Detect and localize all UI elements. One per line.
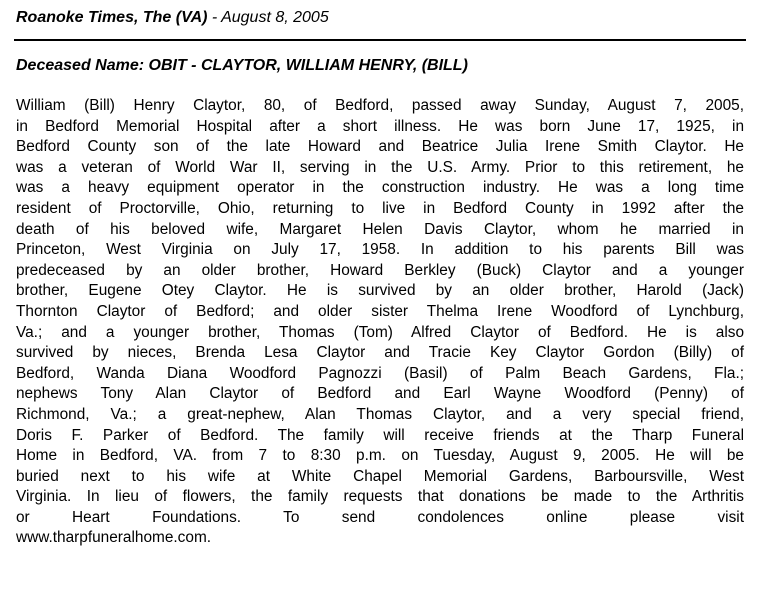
obituary-line: Virginia. In lieu of flowers, the family requests that donations be made to the Arthritis	[16, 488, 744, 506]
header-separator: -	[207, 9, 222, 26]
obituary-line: nephews Tony Alan Claytor of Bedford and Earl Wayne Woodford (Penny) of	[16, 385, 744, 403]
obituary-line: brother, Eugene Otey Claytor. He is survived by an older brother, Harold (Jack)	[16, 282, 744, 300]
obituary-line: Richmond, Va.; a great-nephew, Alan Thomas Claytor, and a very special friend,	[16, 405, 744, 423]
obituary-line: Doris F. Parker of Bedford. The family will receive friends at the Tharp Funeral	[16, 426, 744, 444]
obituary-line: Bedford, Wanda Diana Woodford Pagnozzi (Basil) of Palm Beach Gardens, Fla.;	[16, 364, 744, 382]
obituary-line: in Bedford Memorial Hospital after a short illness. He was born June 17, 1925, in	[16, 117, 744, 135]
publication-date: August 8, 2005	[221, 9, 329, 26]
deceased-name: Deceased Name: OBIT - CLAYTOR, WILLIAM HENRY, (BILL)	[16, 57, 468, 74]
obituary-line: or Heart Foundations. To send condolences online please visit	[16, 508, 744, 526]
obituary-line: Princeton, West Virginia on July 17, 1958. In addition to his parents Bill was	[16, 241, 744, 259]
obituary-body	[16, 96, 744, 549]
publication-header	[16, 8, 329, 28]
obituary-line-website: www.tharpfuneralhome.com.	[16, 529, 212, 547]
obituary-line: death of his beloved wife, Margaret Helen Davis Claytor, whom he married in	[16, 220, 744, 238]
publication-source: Roanoke Times, The (VA)	[16, 9, 208, 26]
document-page	[14, 0, 746, 602]
obituary-line: was a heavy equipment operator in the construction industry. He was a long time	[16, 179, 744, 197]
obituary-line: Thornton Claytor of Bedford; and older sister Thelma Irene Woodford of Lynchburg,	[16, 302, 744, 320]
obituary-line: survived by nieces, Brenda Lesa Claytor and Tracie Key Claytor Gordon (Billy) of	[16, 344, 744, 362]
obituary-line: resident of Proctorville, Ohio, returning to live in Bedford County in 1992 after the	[16, 199, 744, 217]
header-divider	[14, 39, 746, 41]
obituary-line: predeceased by an older brother, Howard Berkley (Buck) Claytor and a younger	[16, 261, 744, 279]
obituary-line: Va.; and a younger brother, Thomas (Tom) Alfred Claytor of Bedford. He is also	[16, 323, 744, 341]
obituary-line: Bedford County son of the late Howard and Beatrice Julia Irene Smith Claytor. He	[16, 138, 744, 156]
obituary-line: Home in Bedford, VA. from 7 to 8:30 p.m. on Tuesday, August 9, 2005. He will be	[16, 447, 744, 465]
obituary-line: William (Bill) Henry Claytor, 80, of Bedford, passed away Sunday, August 7, 2005,	[16, 97, 744, 114]
obituary-line: was a veteran of World War II, serving in the U.S. Army. Prior to this retirement, he	[16, 158, 744, 176]
obituary-line: buried next to his wife at White Chapel Memorial Gardens, Barboursville, West	[16, 467, 744, 485]
